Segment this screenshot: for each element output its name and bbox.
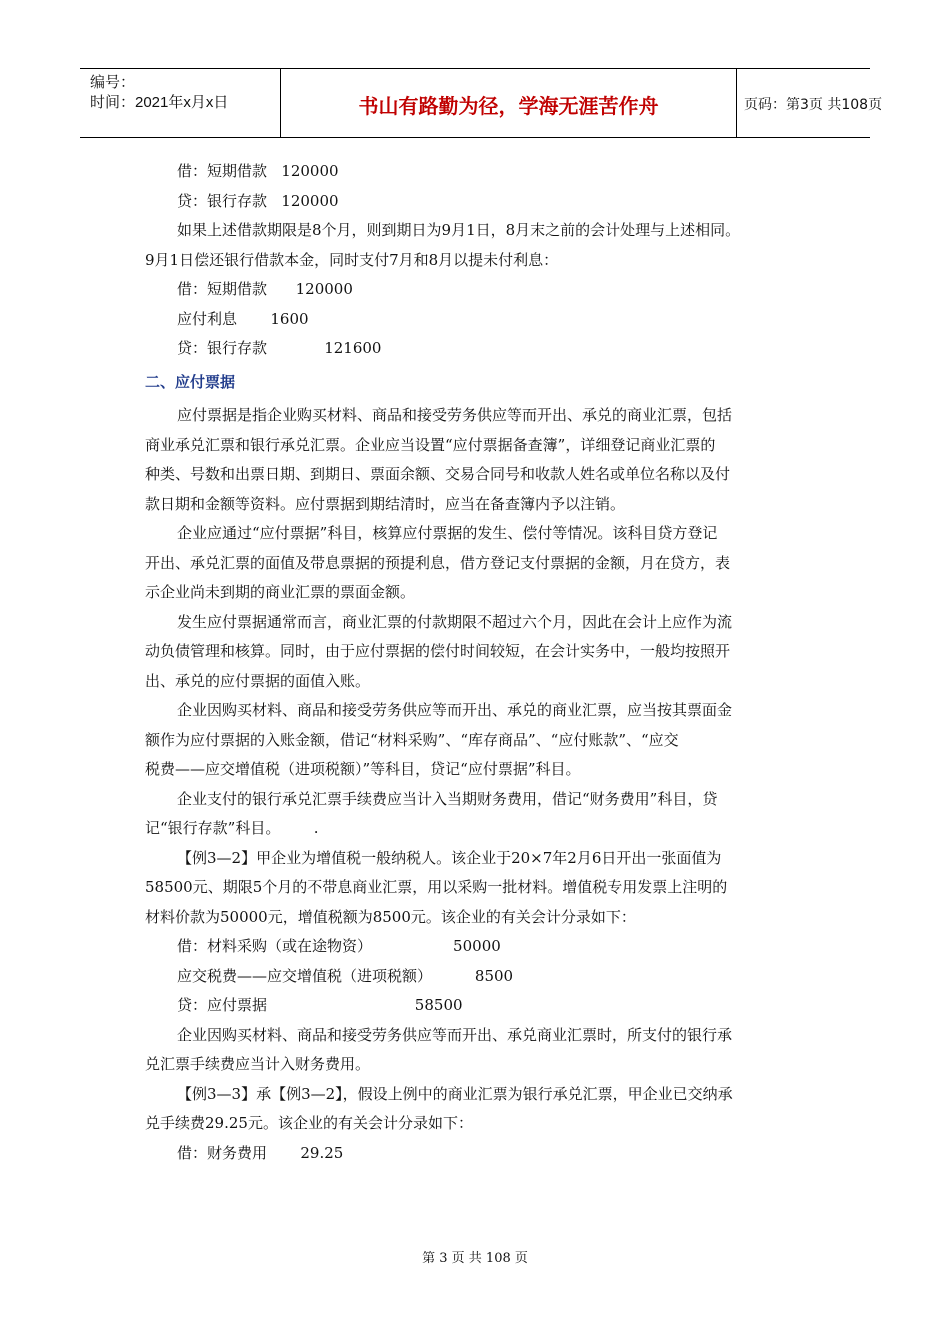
text-line: 企业支付的银行承兑汇票手续费应当计入当期财务费用，借记“财务费用”科目，贷: [177, 789, 718, 808]
text-line: 【例3—3】承【例3—2】，假设上例中的商业汇票为银行承兑汇票，甲企业已交纳承: [177, 1084, 733, 1103]
text-line: 应交税费——应交增值税（进项税额） 8500: [177, 966, 514, 985]
journal-entry-block: [145, 157, 805, 364]
text-line: 税费——应交增值税（进项税额）”等科目，贷记“应付票据”科目。: [145, 760, 581, 778]
header-motto-cell: [280, 69, 737, 137]
header-motto: 书山有路勤为径，学海无涯苦作舟: [358, 94, 659, 118]
text-line: 应付票据是指企业购买材料、商品和接受劳务供应等而开出、承兑的商业汇票，包括: [177, 406, 733, 424]
text-line: 应付利息 1600: [177, 309, 309, 328]
text-line: 额作为应付票据的入账金额，借记“材料采购”、“库存商品”、“应付账款”、“应交: [145, 730, 679, 749]
text-line: 借：财务费用 29.25: [177, 1143, 344, 1162]
section-heading: 二、应付票据: [145, 372, 236, 391]
text-line: 企业因购买材料、商品和接受劳务供应等而开出、承兑的商业汇票，应当按其票面金: [177, 701, 733, 719]
page-footer: 第 3 页 共 108 页: [422, 1251, 528, 1266]
text-line: 如果上述借款期限是8个月，则到期日为9月1日，8月末之前的会计处理与上述相同。: [177, 221, 741, 239]
text-line: 企业应通过“应付票据”科目，核算应付票据的发生、偿付等情况。该科目贷方登记: [177, 524, 718, 542]
document-body: [145, 157, 805, 1168]
text-line: 企业因购买材料、商品和接受劳务供应等而开出、承兑商业汇票时，所支付的银行承: [177, 1025, 733, 1044]
text-line: 款日期和金额等资料。应付票据到期结清时，应当在备查簿内予以注销。: [145, 494, 626, 513]
text-line: 商业承兑汇票和银行承兑汇票。企业应当设置“应付票据备查簿”，详细登记商业汇票的: [145, 435, 716, 454]
text-line: 材料价款为50000元，增值税额为8500元。该企业的有关会计分录如下：: [145, 907, 636, 926]
text-line: 贷：银行存款 121600: [177, 339, 382, 357]
text-line: 出、承兑的应付票据的面值入账。: [145, 671, 371, 690]
text-line: 动负债管理和核算。同时，由于应付票据的偿付时间较短，在会计实务中，一般均按照开: [145, 642, 731, 660]
header-meta: [80, 69, 280, 137]
text-line: 借：材料采购（或在途物资） 50000: [177, 937, 501, 955]
text-line: 借：短期借款 120000: [177, 280, 353, 298]
text-line: 开出、承兑汇票的面值及带息票据的预提利息，借方登记支付票据的金额，月在贷方，表: [145, 553, 731, 572]
header-page-cell: [736, 69, 883, 137]
text-line: 【例3—2】甲企业为增值税一般纳税人。该企业于20×7年2月6日开出一张面值为: [177, 848, 722, 867]
section-body: [145, 401, 805, 1168]
text-line: 发生应付票据通常而言，商业汇票的付款期限不超过六个月，因此在会计上应作为流: [177, 612, 733, 631]
text-line: 贷：银行存款 120000: [177, 191, 339, 210]
page-header: [80, 68, 883, 138]
text-line: 借：短期借款 120000: [177, 162, 339, 180]
text-line: 记“银行存款”科目。 .: [145, 819, 319, 837]
text-line: 兑手续费29.25元。该企业的有关会计分录如下：: [145, 1114, 473, 1132]
text-line: 示企业尚未到期的商业汇票的票面金额。: [145, 583, 416, 601]
text-line: 种类、号数和出票日期、到期日、票面余额、交易合同号和收款人姓名或单位名称以及付: [145, 465, 731, 483]
document-number-label: 编号：: [90, 74, 136, 91]
text-line: 贷：应付票据 58500: [177, 996, 463, 1014]
text-line: 9月1日偿还银行借款本金，同时支付7月和8月以提未付利息：: [145, 250, 559, 269]
document-date: 时间：2021年x月x日: [90, 94, 229, 111]
header-page-number: 页码：第3页 共108页: [744, 97, 883, 113]
text-line: 58500元、期限5个月的不带息商业汇票，用以采购一批材料。增值税专用发票上注明的: [145, 878, 728, 896]
text-line: 兑汇票手续费应当计入财务费用。: [145, 1055, 371, 1073]
